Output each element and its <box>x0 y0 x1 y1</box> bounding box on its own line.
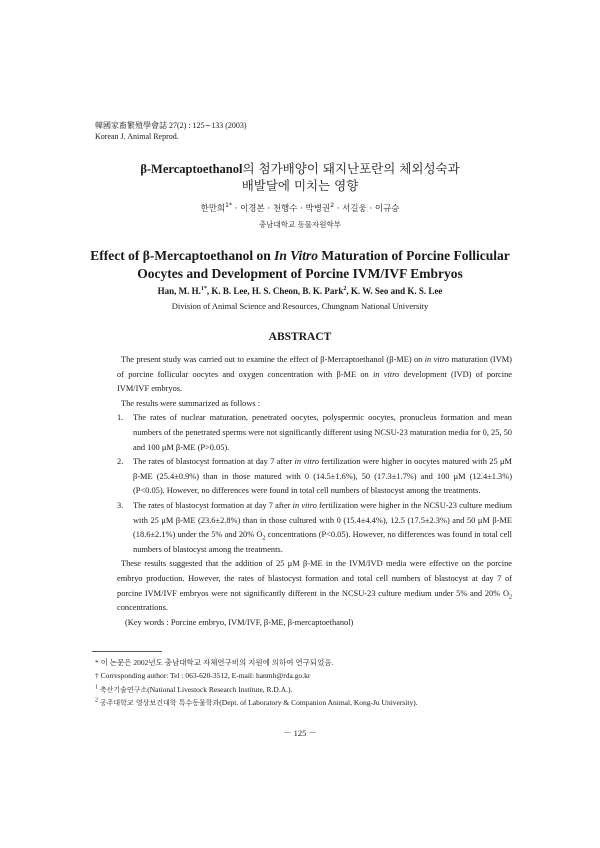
result-item-1: 1. The rates of nuclear maturation, penetrated oocytes, polyspermic oocytes, pronucleus formation and mean numbers of the penetrated sperms were not significantly different using NCSU-23 maturation media for 0, 25, 50 and 100 μM β-ME (P>0.05). <box>117 413 512 452</box>
korean-title-hangul: 의 첨가배양이 돼지난포란의 체외성숙과 <box>242 161 460 176</box>
abstract-body <box>117 353 512 630</box>
page-number: － 125 － <box>282 728 317 738</box>
result-item-2: 2. The rates of blastocyst formation at day 7 after in vitro fertilization were higher in oocytes matured with 25 μM β-ME (25.4±0.9%) than in those matured with 0 (14.5±1.6%), 50 (17.3±1.7%) and 100 μM (12.4±1.3%) (P<0.05). However, no differences were found in total cell numbers of blastocyst among the treatments. <box>117 457 512 496</box>
korean-title-line-2: 배발달에 미치는 영향 <box>241 178 359 193</box>
footnote-funding: * 이 논문은 2002년도 충남대학교 자체연구비의 지원에 의하여 연구되었음. <box>95 658 334 667</box>
keywords: (Key words : Porcine embryo, IVM/IVF, β-ME, β-mercaptoethanol) <box>125 617 354 627</box>
footnote-affiliation-1: $^1$ 축산기술연구소(National Livestock Research Institute, R.D.A.). <box>95 684 293 694</box>
korean-affiliation: 충남대학교 동물자원학부 <box>258 220 342 229</box>
english-title-line-2: Oocytes and Development of Porcine IVM/IVF Embryos <box>137 266 463 281</box>
korean-authors: 한만희$^{1*}$ · 이경본 · 천행수 · 박병권$^2$ · 서길웅 · 이규승 <box>200 202 400 214</box>
journal-name: Korean J. Animal Reprod. <box>95 132 179 141</box>
footnote-divider <box>92 651 162 652</box>
abstract-summary-lead: The results were summarized as follows : <box>121 398 261 408</box>
abstract-conclusion: These results suggested that the addition of 25 μM β-ME in the IVM/IVD media were effective on the porcine embryo production. However, the rates of blastocyst formation and total cell numbers of blastocyst at day 7 of porcine IVM/IVF embryos were not significantly different in the NCSU-23 culture medium under 5% and 20% $O_2$ concentrations. <box>117 559 512 613</box>
abstract-intro: The present study was carried out to examine the effect of β-Mercaptoethanol (β-ME) on in vitro maturation (IVM) of porcine follicular oocytes and oxygen concentration with β-ME on in vitro development (IVD) of porcine IVM/IVF embryos. <box>117 355 512 394</box>
korean-title-latin: β-Mercaptoethanol <box>140 162 243 176</box>
abstract-heading: ABSTRACT <box>268 331 332 343</box>
english-title-line-1: Effect of β-Mercaptoethanol on In Vitro Maturation of Porcine Follicular <box>90 248 510 263</box>
footnote-corresponding-author: † Corresponding author: Tel : 063-620-3512, E-mail: hanmh@rda.go.kr <box>95 671 311 680</box>
footnote-affiliation-2: $^2$ 공주대학교 영상보건대학 특수동물학과(Dept. of Laboratory & Companion Animal, Kong-Ju University). <box>95 697 418 707</box>
results-list <box>117 411 512 557</box>
korean-title-line-1 <box>0 160 600 178</box>
result-item-3: 3. The rates of blastocyst formation at day 7 after in vitro fertilization were higher in the NCSU-23 culture medium with 25 μM β-ME (23.6±2.8%) than in those cultured with 0 (15.4±4.4%), 12.5 (17.5±2.3%) and 50 μM β-ME (18.6±2.1%) under the 5% and 20% $O_2$ concentrations (P<0.05). However, no differences was found in total cell numbers of blastocyst among the treatments. <box>117 500 512 554</box>
english-affiliation: Division of Animal Science and Resources, Chungnam National University <box>171 301 429 311</box>
journal-citation: 韓國家畜繁殖學會誌 27(2) : 125∼133 (2003) <box>95 121 247 130</box>
english-authors: Han, M. H.$^{1*}$, K. B. Lee, H. S. Cheon, B. K. Park$^2$, K. W. Seo and K. S. Lee <box>157 286 443 296</box>
